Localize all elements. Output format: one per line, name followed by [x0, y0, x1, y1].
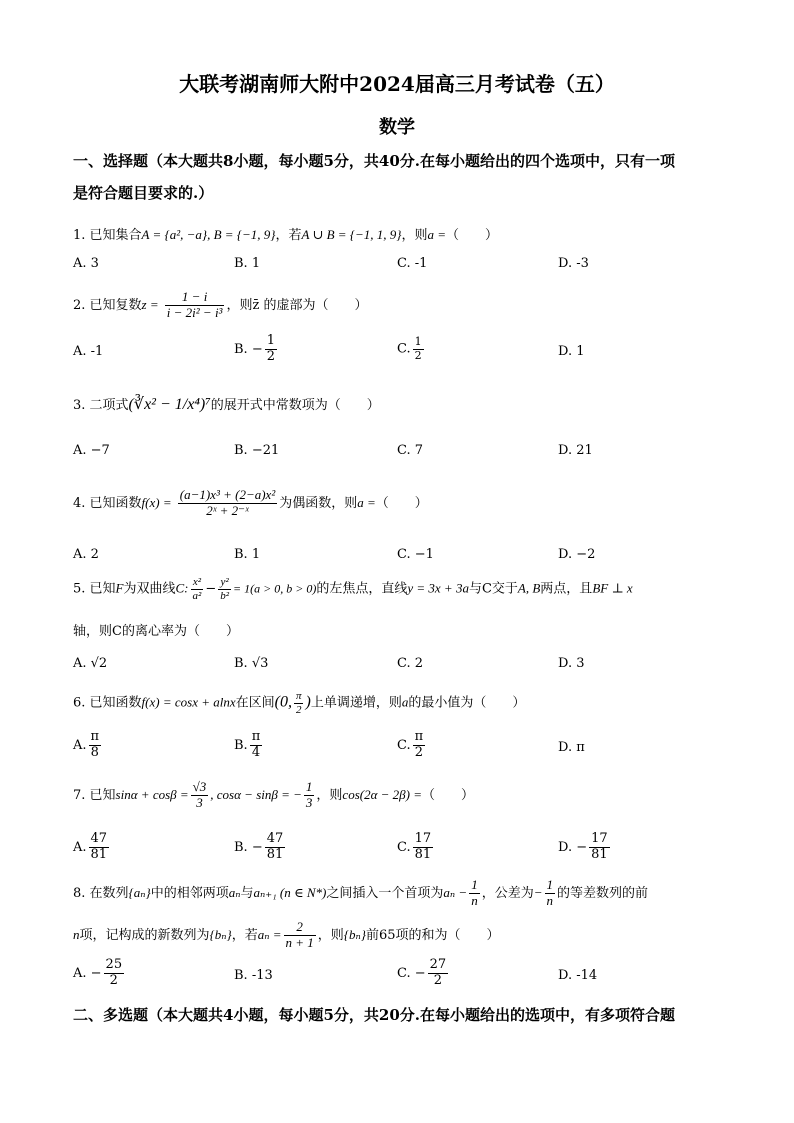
section1-heading-line2: 是符合题目要求的.） [73, 184, 214, 202]
q6-interval-frac [294, 690, 304, 716]
q7-option-a-num: 47 [90, 831, 108, 846]
q8-text-d: ，公差为 [481, 885, 534, 901]
q4-prefix: 4. 已知函数 [73, 495, 142, 511]
q8-np1: n + 1 [285, 934, 314, 950]
subject-title: 数学 [379, 117, 415, 138]
q5-option-d: D. 3 [558, 656, 585, 671]
question-7 [73, 780, 474, 811]
q2-prefix: 2. 已知复数 [73, 297, 142, 313]
q6-option-a-label: A. [73, 737, 87, 753]
q5-b2: b² [220, 589, 230, 602]
q7-option-a-den: 81 [90, 846, 108, 862]
q7-option-c-label: C. [397, 839, 411, 855]
q5-y-frac [218, 576, 231, 602]
q6-option-c-fraction [413, 730, 426, 761]
q7-e1-den: 3 [196, 794, 203, 810]
q6-option-b-fraction [250, 730, 263, 761]
q1-paren: （ ） [446, 228, 499, 243]
q3-expression: (∛x² − 1/x⁴)⁷ [128, 396, 211, 413]
q5-condition: = 1(a > 0, b > 0) [233, 581, 317, 596]
q1-option-b: B. 1 [234, 256, 261, 271]
q1-sets: A = {a², −a}, B = {−1, 9} [141, 227, 276, 242]
q7-option-d-den: 81 [591, 846, 608, 862]
q6-text-b: 上单调递增，则 [310, 695, 402, 711]
question-1 [73, 224, 498, 243]
q3-suffix: 的展开式中常数项为（ ） [210, 398, 380, 413]
q7-e2-fraction [304, 780, 315, 811]
q4-option-c: C. −1 [397, 547, 434, 562]
q1-option-c: C. -1 [397, 256, 428, 271]
q7-e2-num: 1 [305, 779, 313, 794]
q5-text-b: 的左焦点，直线 [316, 581, 408, 597]
q8-two: 2 [284, 920, 316, 936]
q8-option-a-fraction [104, 958, 125, 989]
q6-interval-left: (0, [274, 693, 292, 711]
q8-line2-d: 前65项的和为（ ） [365, 927, 500, 943]
q6-option-b-num: π [251, 729, 261, 744]
q7-ask: cos(2α − 2β) = [342, 786, 423, 802]
q1-mid: ，若 [275, 228, 302, 243]
q7-option-b-num: 47 [266, 831, 284, 846]
q7-paren: （ ） [422, 787, 475, 803]
q2-option-b-label: B. − [234, 341, 263, 357]
q2-option-b-den: 2 [266, 348, 275, 364]
q8-d-one: 1 [546, 877, 553, 892]
q2-option-a: A. -1 [73, 344, 104, 359]
q2-option-c-label: C. [397, 341, 411, 357]
question-4 [73, 488, 428, 519]
q6-text-c: 的最小值为（ ） [408, 695, 526, 711]
q6-option-a-num: π [90, 729, 100, 744]
q2-fraction [165, 290, 225, 321]
q7-option-a-label: A. [73, 839, 87, 855]
q4-numerator: (a−1)x³ + (2−a)x² [179, 487, 276, 502]
q1-option-a: A. 3 [73, 256, 99, 271]
q8-a-n1: aₙ₊₁ (n ∈ N*) [253, 884, 327, 900]
q2-option-c-num: 1 [414, 335, 422, 348]
q7-option-d [558, 832, 612, 863]
q6-prefix: 6. 已知函数 [73, 695, 142, 711]
question-8-line2 [73, 920, 500, 951]
q4-option-b: B. 1 [234, 547, 261, 562]
q8-n: n [471, 892, 478, 908]
q6-f: f(x) = cosx + alnx [141, 694, 236, 710]
q5-prefix: 5. 已知 [73, 581, 116, 597]
q8-option-c-label: C. − [397, 965, 426, 981]
q7-e2-den: 3 [305, 794, 313, 810]
question-8-line1 [73, 878, 648, 909]
q8-text-e: 的等差数列的前 [557, 885, 649, 901]
q4-ask: a = [357, 494, 376, 510]
q2-option-b-num: 1 [266, 333, 275, 348]
q8-option-c-num: 27 [429, 957, 447, 972]
q5-x-frac [191, 576, 204, 602]
q7-text: ，则 [316, 787, 343, 803]
q6-option-c-den: 2 [414, 744, 424, 760]
q7-option-a-fraction [89, 832, 110, 863]
question-6 [73, 690, 525, 716]
q5-F: F [115, 580, 124, 596]
q7-option-c-num: 17 [414, 831, 432, 846]
q7-prefix: 7. 已知 [73, 787, 116, 803]
q7-e1-fraction [191, 780, 209, 811]
q2-suffix: ，则z̄ 的虚部为（ ） [226, 297, 368, 313]
q2-numerator: 1 − i [165, 290, 225, 306]
q4-suffix: 为偶函数，则 [279, 495, 358, 511]
q8-option-a [73, 958, 126, 989]
q7-option-a [73, 832, 111, 863]
q1-option-d: D. -3 [558, 256, 589, 271]
q5-line: y = 3x + 3a [407, 580, 469, 596]
q7-option-b [234, 832, 287, 863]
q6-pi: π [295, 690, 302, 702]
question-2 [73, 290, 367, 321]
q1-ask: a = [427, 227, 447, 242]
q5-AB: A, B [517, 580, 541, 596]
q8-option-c-den: 2 [433, 972, 443, 988]
q2-option-c [397, 336, 426, 362]
q8-line2-b: ，若 [231, 927, 258, 943]
q5-text-c: 与C交于 [468, 581, 518, 597]
section1-heading-line1: 一、选择题（本大题共8小题，每小题5分，共40分.在每小题给出的四个选项中，只有一项 [73, 152, 675, 170]
q6-two: 2 [295, 703, 302, 716]
q6-option-c [397, 730, 427, 761]
q8-option-b: B. -13 [234, 968, 273, 983]
q7-option-b-label: B. − [234, 839, 263, 855]
question-5-line2: 轴，则C的离心率为（ ） [73, 624, 239, 639]
q8-option-c-fraction [428, 958, 449, 989]
q5-text-a: 为双曲线 [123, 581, 176, 597]
section2-heading-line1: 二、多选题（本大题共4小题，每小题5分，共20分.在每小题给出的选项中，有多项符合题 [73, 1006, 675, 1024]
q6-option-c-num: π [414, 729, 424, 744]
q8-option-a-label: A. − [73, 965, 102, 981]
q6-option-c-label: C. [397, 737, 411, 753]
q8-line2-n: n [73, 926, 80, 942]
q5-text-d: 两点，且 [540, 581, 593, 597]
q8-option-a-den: 2 [109, 972, 118, 988]
q7-option-d-fraction [589, 832, 610, 863]
q8-bn: {bₙ} [209, 926, 232, 942]
q8-bn-2: {bₙ} [343, 926, 366, 942]
q7-option-c-den: 81 [414, 846, 432, 862]
q5-y2: y² [218, 576, 231, 590]
q8-d: − [533, 884, 543, 900]
q2-denominator: i − 2i² − i³ [166, 304, 223, 320]
exam-title: 大联考湖南师大附中2024届高三月考试卷（五） [179, 72, 615, 96]
q8-an-frac [284, 920, 316, 951]
q4-option-d: D. −2 [558, 547, 596, 562]
question-5-line1: 5. 已知F为双曲线C: $\frac{\text{x²}}{\text{a²}}$ − $\frac{\text{y²}}{\text{b²}}$ = 1(a > 0, b > 0)的左焦点，直线y = 3x + 3a与C交于A, B两点，且BF ⊥ x [73, 576, 633, 602]
q8-an: {aₙ} [128, 884, 151, 900]
q6-text-a: 在区间 [235, 695, 275, 711]
q4-f: f(x) = [141, 494, 172, 510]
q8-first: aₙ − [443, 884, 468, 900]
q7-e1-num: √3 [192, 779, 207, 794]
q6-option-b-den: 4 [251, 744, 261, 760]
q4-fraction [178, 488, 277, 519]
q5-option-b: B. √3 [234, 656, 269, 671]
q5-option-a: A. √2 [73, 656, 108, 671]
q8-a-n: aₙ [228, 884, 241, 900]
q8-option-d: D. -14 [558, 968, 598, 983]
q7-option-c [397, 832, 435, 863]
q6-a: a [401, 694, 409, 710]
q2-option-b-fraction [265, 334, 277, 365]
q6-option-a-fraction [89, 730, 102, 761]
q8-line2-c: ，则 [317, 927, 344, 943]
q2-option-d: D. 1 [558, 344, 585, 359]
q4-paren: （ ） [375, 495, 428, 511]
q3-option-a: A. −7 [73, 443, 110, 458]
q1-suffix: ，则 [401, 228, 428, 243]
q2-z: z = [141, 296, 159, 312]
q3-option-d: D. 21 [558, 443, 593, 458]
q4-option-a: A. 2 [73, 547, 99, 562]
q1-union: A ∪ B = {−1, 1, 9} [301, 227, 402, 242]
q7-e2: , cosα − sinβ = − [210, 786, 302, 802]
q5-perp: BF ⊥ x [592, 580, 633, 596]
q7-option-b-fraction [265, 832, 286, 863]
q2-option-c-fraction [413, 336, 424, 362]
q2-option-c-den: 2 [414, 348, 422, 362]
q1-prefix: 1. 已知集合 [73, 228, 142, 243]
q3-option-b: B. −21 [234, 443, 280, 458]
q6-option-a [73, 730, 103, 761]
q5-x2: x² [191, 576, 204, 590]
q3-prefix: 3. 二项式 [73, 398, 129, 413]
q7-e1: sinα + cosβ = [115, 786, 189, 802]
q7-option-d-label: D. − [558, 839, 588, 855]
q8-prefix: 8. 在数列 [73, 885, 129, 901]
q8-text-a: 中的相邻两项 [150, 885, 229, 901]
q8-first-frac [469, 878, 480, 909]
question-3 [73, 394, 380, 414]
q8-an-eq: aₙ = [257, 926, 282, 942]
q3-option-c: C. 7 [397, 443, 424, 458]
q6-option-d: D. π [558, 740, 585, 755]
q5-C: C: [175, 580, 189, 596]
q6-interval-right: ) [305, 693, 311, 711]
q8-line2-a: 项，记构成的新数列为 [79, 927, 210, 943]
q8-option-a-num: 25 [105, 957, 123, 972]
q6-option-b-label: B. [234, 737, 248, 753]
q6-option-b [234, 730, 264, 761]
q8-text-c: 之间插入一个首项为 [326, 885, 444, 901]
q8-d-n: n [546, 892, 553, 908]
q5-option-c: C. 2 [397, 656, 424, 671]
q8-text-b: 与 [240, 885, 254, 901]
q8-d-frac [545, 878, 556, 909]
q8-option-c [397, 958, 450, 989]
q4-denominator: 2ˣ + 2⁻ˣ [206, 502, 249, 518]
q6-option-a-den: 8 [90, 744, 99, 760]
q8-one: 1 [471, 877, 478, 892]
q2-option-b [234, 334, 279, 365]
q7-option-c-fraction [413, 832, 434, 863]
q7-option-d-num: 17 [591, 831, 608, 846]
q7-option-b-den: 81 [266, 846, 284, 862]
q5-a2: a² [192, 589, 202, 602]
